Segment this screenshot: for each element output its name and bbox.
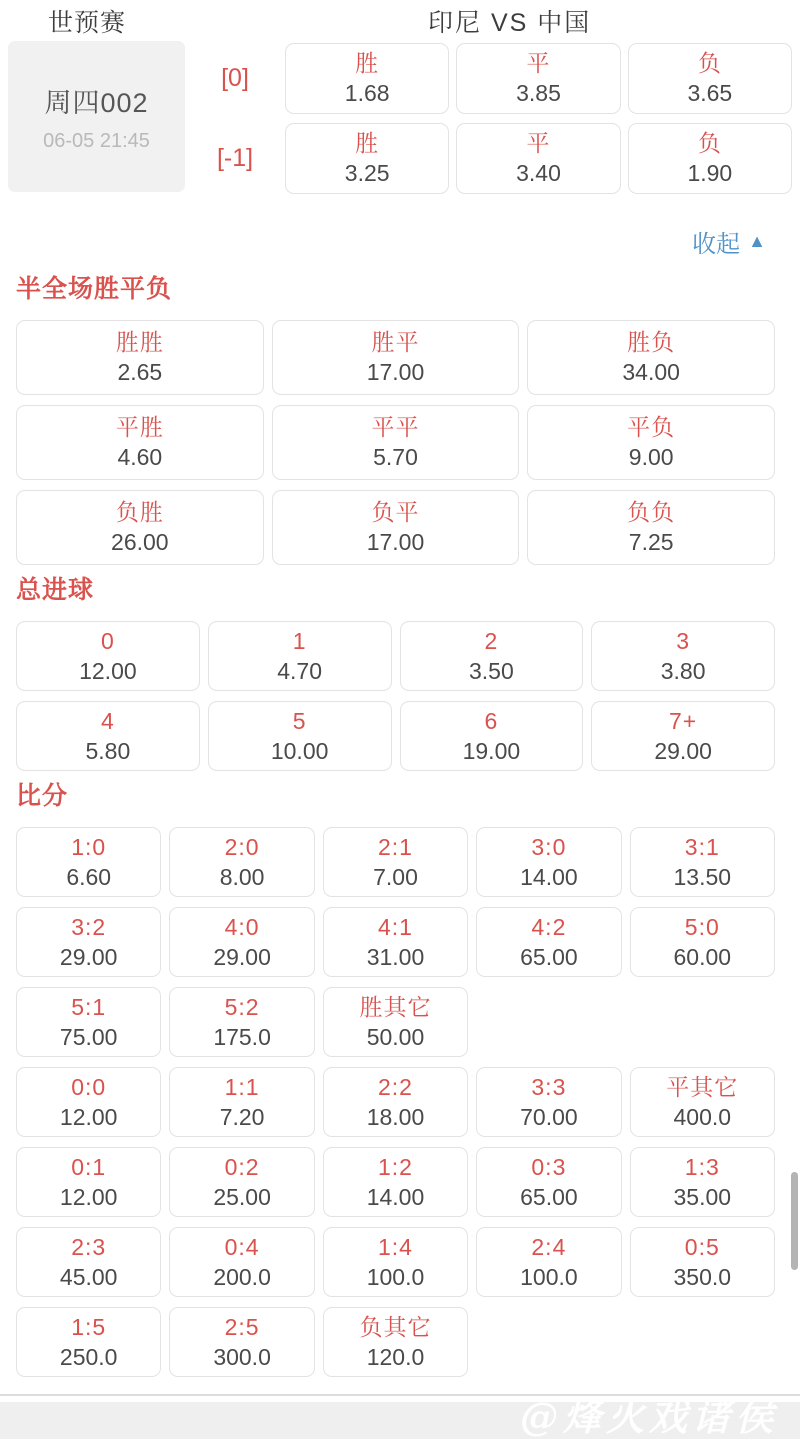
odds-value: 200.0 (213, 1263, 271, 1290)
odds-value: 29.00 (654, 737, 712, 764)
odds-label: 1:3 (684, 1153, 720, 1180)
odds-cell[interactable] (169, 907, 314, 977)
odds-row (16, 621, 775, 691)
odds-label: 负负 (627, 499, 676, 525)
odds-label: 胜 (355, 130, 380, 156)
handicap-label: [-1] (216, 144, 254, 172)
market-section (16, 781, 775, 1377)
odds-cell[interactable] (591, 701, 775, 771)
match-odds-header (8, 41, 792, 194)
odds-label: 2:5 (224, 1313, 260, 1340)
odds-cell[interactable] (169, 1067, 314, 1137)
odds-cell[interactable] (323, 827, 468, 897)
odds-label: 负 (697, 50, 722, 76)
odds-cell[interactable] (16, 827, 161, 897)
odds-value: 14.00 (520, 863, 578, 890)
collapse-toggle[interactable] (692, 224, 766, 259)
odds-label: 0:2 (224, 1153, 260, 1180)
odds-value: 3.25 (344, 160, 390, 186)
odds-value: 50.00 (366, 1023, 425, 1050)
odds-label: 0:5 (684, 1233, 720, 1260)
odds-label: 1:1 (224, 1073, 260, 1100)
match-card (8, 41, 185, 192)
odds-cell[interactable] (323, 1067, 468, 1137)
match-code: 周四002 (44, 87, 149, 118)
odds-cell[interactable] (476, 1227, 621, 1297)
odds-label: 平胜 (115, 414, 164, 440)
odds-value: 12.00 (79, 657, 137, 684)
odds-cell[interactable] (628, 43, 792, 114)
odds-value: 65.00 (520, 1183, 578, 1210)
market-section (16, 274, 775, 565)
odds-value: 75.00 (59, 1023, 118, 1050)
odds-value: 7.25 (628, 529, 674, 555)
odds-value: 100.0 (520, 1263, 578, 1290)
odds-label: 2:2 (378, 1073, 413, 1100)
odds-row (16, 320, 775, 395)
odds-value: 3.40 (516, 160, 561, 186)
collapse-row (0, 224, 800, 258)
odds-label: 平 (526, 130, 551, 156)
odds-value: 3.65 (687, 80, 733, 106)
odds-label: 胜平 (371, 329, 420, 355)
odds-row (16, 1067, 775, 1137)
top-header (0, 0, 800, 36)
handicap-row (185, 123, 792, 194)
odds-cell[interactable] (208, 701, 392, 771)
odds-cell[interactable] (456, 123, 620, 194)
odds-cell[interactable] (16, 1067, 161, 1137)
odds-row (16, 1147, 775, 1217)
odds-cell[interactable] (285, 123, 449, 194)
match-datetime: 06-05 21:45 (43, 129, 150, 152)
odds-value: 34.00 (622, 359, 680, 385)
odds-cell[interactable] (16, 1227, 161, 1297)
odds-cell[interactable] (630, 827, 775, 897)
odds-cell[interactable] (272, 320, 520, 395)
odds-row (16, 987, 775, 1057)
odds-row (16, 701, 775, 771)
handicap-rows (185, 43, 792, 194)
odds-label: 3:1 (684, 833, 720, 860)
odds-value: 17.00 (366, 359, 425, 385)
odds-value: 175.0 (213, 1023, 271, 1050)
odds-value: 29.00 (213, 943, 271, 970)
odds-label: 平负 (627, 414, 676, 440)
odds-label: 平 (526, 50, 551, 76)
odds-cell[interactable] (169, 827, 314, 897)
odds-value: 12.00 (59, 1183, 118, 1210)
odds-value: 70.00 (520, 1103, 578, 1130)
section-title: 比分 (16, 782, 69, 810)
odds-label: 5:2 (224, 993, 260, 1020)
odds-cell[interactable] (630, 907, 775, 977)
odds-label: 3:2 (71, 913, 107, 940)
odds-label: 2:4 (531, 1233, 567, 1260)
odds-cell[interactable] (630, 1067, 775, 1137)
odds-cell[interactable] (169, 1307, 314, 1377)
odds-cell[interactable] (323, 1307, 468, 1377)
odds-value: 31.00 (366, 943, 425, 970)
odds-row (16, 827, 775, 897)
odds-cell[interactable] (400, 621, 584, 691)
section-title: 总进球 (16, 576, 95, 604)
odds-label: 5:1 (71, 993, 107, 1020)
odds-value: 3.50 (468, 657, 514, 684)
odds-row (16, 490, 775, 565)
odds-label: 2 (484, 627, 499, 654)
odds-cell[interactable] (169, 1227, 314, 1297)
odds-value: 1.68 (344, 80, 390, 106)
collapse-arrow-icon: ▲ (748, 231, 766, 251)
odds-cell[interactable] (16, 320, 264, 395)
odds-cell[interactable] (591, 621, 775, 691)
odds-cell[interactable] (16, 490, 264, 565)
odds-value: 26.00 (111, 529, 169, 555)
odds-label: 1:5 (71, 1313, 107, 1340)
odds-label: 负其它 (359, 1313, 432, 1340)
odds-label: 4:1 (378, 913, 413, 940)
odds-cell[interactable] (16, 1307, 161, 1377)
odds-value: 19.00 (462, 737, 521, 764)
odds-cell[interactable] (169, 987, 314, 1057)
odds-label: 3 (676, 627, 691, 654)
odds-row (16, 907, 775, 977)
odds-value: 5.80 (85, 737, 131, 764)
odds-label: 6 (484, 707, 499, 734)
odds-value: 120.0 (366, 1343, 425, 1370)
odds-cell[interactable] (400, 701, 584, 771)
odds-label: 4 (100, 707, 115, 734)
odds-cell[interactable] (630, 1147, 775, 1217)
odds-value: 4.60 (117, 444, 163, 470)
odds-value: 2.65 (117, 359, 163, 385)
odds-cell[interactable] (16, 1147, 161, 1217)
watermark-text: @烽火戏诸侯 (514, 1386, 784, 1439)
odds-cell[interactable] (272, 405, 520, 480)
odds-value: 35.00 (673, 1183, 732, 1210)
odds-value: 14.00 (366, 1183, 425, 1210)
odds-cell[interactable] (476, 827, 621, 897)
odds-cell[interactable] (323, 907, 468, 977)
odds-value: 9.00 (628, 444, 674, 470)
handicap-label: [0] (221, 64, 249, 92)
odds-value: 250.0 (59, 1343, 118, 1370)
odds-label: 胜负 (627, 329, 676, 355)
odds-cell[interactable] (169, 1147, 314, 1217)
odds-label: 0:1 (71, 1153, 107, 1180)
odds-label: 平其它 (666, 1073, 739, 1100)
odds-value: 17.00 (366, 529, 425, 555)
odds-value: 60.00 (673, 943, 732, 970)
odds-cell[interactable] (456, 43, 620, 114)
odds-value: 29.00 (59, 943, 118, 970)
match-title: 印尼 VS 中国 (428, 9, 592, 37)
odds-cell[interactable] (16, 621, 200, 691)
odds-cell[interactable] (323, 1227, 468, 1297)
odds-cell[interactable] (476, 907, 621, 977)
odds-label: 负平 (371, 499, 420, 525)
odds-cell[interactable] (323, 987, 468, 1057)
odds-cell[interactable] (527, 405, 775, 480)
odds-label: 3:3 (531, 1073, 567, 1100)
odds-label: 0 (100, 627, 115, 654)
collapse-label: 收起 (692, 231, 741, 258)
odds-label: 3:0 (531, 833, 567, 860)
odds-label: 2:0 (224, 833, 260, 860)
odds-value: 13.50 (673, 863, 732, 890)
odds-label: 负胜 (115, 499, 164, 525)
odds-label: 平平 (371, 414, 420, 440)
odds-value: 65.00 (520, 943, 578, 970)
odds-label: 5 (292, 707, 307, 734)
odds-value: 12.00 (59, 1103, 118, 1130)
odds-value: 7.20 (219, 1103, 265, 1130)
odds-cell[interactable] (208, 621, 392, 691)
odds-cell[interactable] (527, 320, 775, 395)
footer-strip (0, 1394, 800, 1439)
odds-value: 6.60 (66, 863, 112, 890)
odds-label: 1 (292, 627, 307, 654)
odds-row (16, 1307, 775, 1377)
market-sections (16, 274, 775, 1377)
odds-cell[interactable] (16, 405, 264, 480)
odds-row (16, 405, 775, 480)
odds-cell[interactable] (272, 490, 520, 565)
odds-value: 7.00 (373, 863, 418, 890)
odds-label: 胜其它 (359, 993, 432, 1020)
odds-value: 1.90 (687, 160, 733, 186)
odds-cell[interactable] (476, 1147, 621, 1217)
handicap-odds-grid (285, 123, 792, 194)
odds-label: 0:0 (71, 1073, 107, 1100)
odds-value: 100.0 (366, 1263, 425, 1290)
odds-label: 胜 (355, 50, 380, 76)
odds-label: 1:2 (378, 1153, 413, 1180)
odds-row (16, 1227, 775, 1297)
odds-label: 负 (697, 130, 722, 156)
odds-label: 胜胜 (115, 329, 164, 355)
market-section (16, 575, 775, 771)
odds-label: 5:0 (684, 913, 720, 940)
odds-label: 4:0 (224, 913, 260, 940)
scrollbar-thumb[interactable] (791, 1172, 798, 1270)
odds-cell[interactable] (476, 1067, 621, 1137)
odds-value: 300.0 (213, 1343, 271, 1370)
handicap-odds-grid (285, 43, 792, 114)
odds-label: 4:2 (531, 913, 567, 940)
odds-label: 0:3 (531, 1153, 567, 1180)
handicap-row (185, 43, 792, 114)
odds-value: 10.00 (270, 737, 329, 764)
odds-label: 2:3 (71, 1233, 107, 1260)
odds-value: 5.70 (373, 444, 418, 470)
odds-value: 25.00 (213, 1183, 271, 1210)
odds-value: 45.00 (59, 1263, 118, 1290)
odds-cell[interactable] (16, 987, 161, 1057)
odds-label: 2:1 (378, 833, 413, 860)
odds-cell[interactable] (527, 490, 775, 565)
odds-label: 7+ (669, 707, 698, 734)
league-title: 世预赛 (48, 9, 127, 37)
odds-value: 350.0 (673, 1263, 732, 1290)
odds-cell[interactable] (630, 1227, 775, 1297)
odds-value: 400.0 (673, 1103, 732, 1130)
odds-cell[interactable] (628, 123, 792, 194)
odds-label: 1:4 (378, 1233, 413, 1260)
odds-cell[interactable] (323, 1147, 468, 1217)
odds-value: 3.85 (516, 80, 561, 106)
section-title: 半全场胜平负 (16, 275, 173, 303)
odds-value: 18.00 (366, 1103, 425, 1130)
odds-value: 8.00 (219, 863, 265, 890)
odds-cell[interactable] (16, 907, 161, 977)
odds-value: 3.80 (660, 657, 706, 684)
odds-label: 0:4 (224, 1233, 260, 1260)
odds-value: 4.70 (277, 657, 322, 684)
odds-label: 1:0 (71, 833, 107, 860)
odds-cell[interactable] (285, 43, 449, 114)
odds-cell[interactable] (16, 701, 200, 771)
